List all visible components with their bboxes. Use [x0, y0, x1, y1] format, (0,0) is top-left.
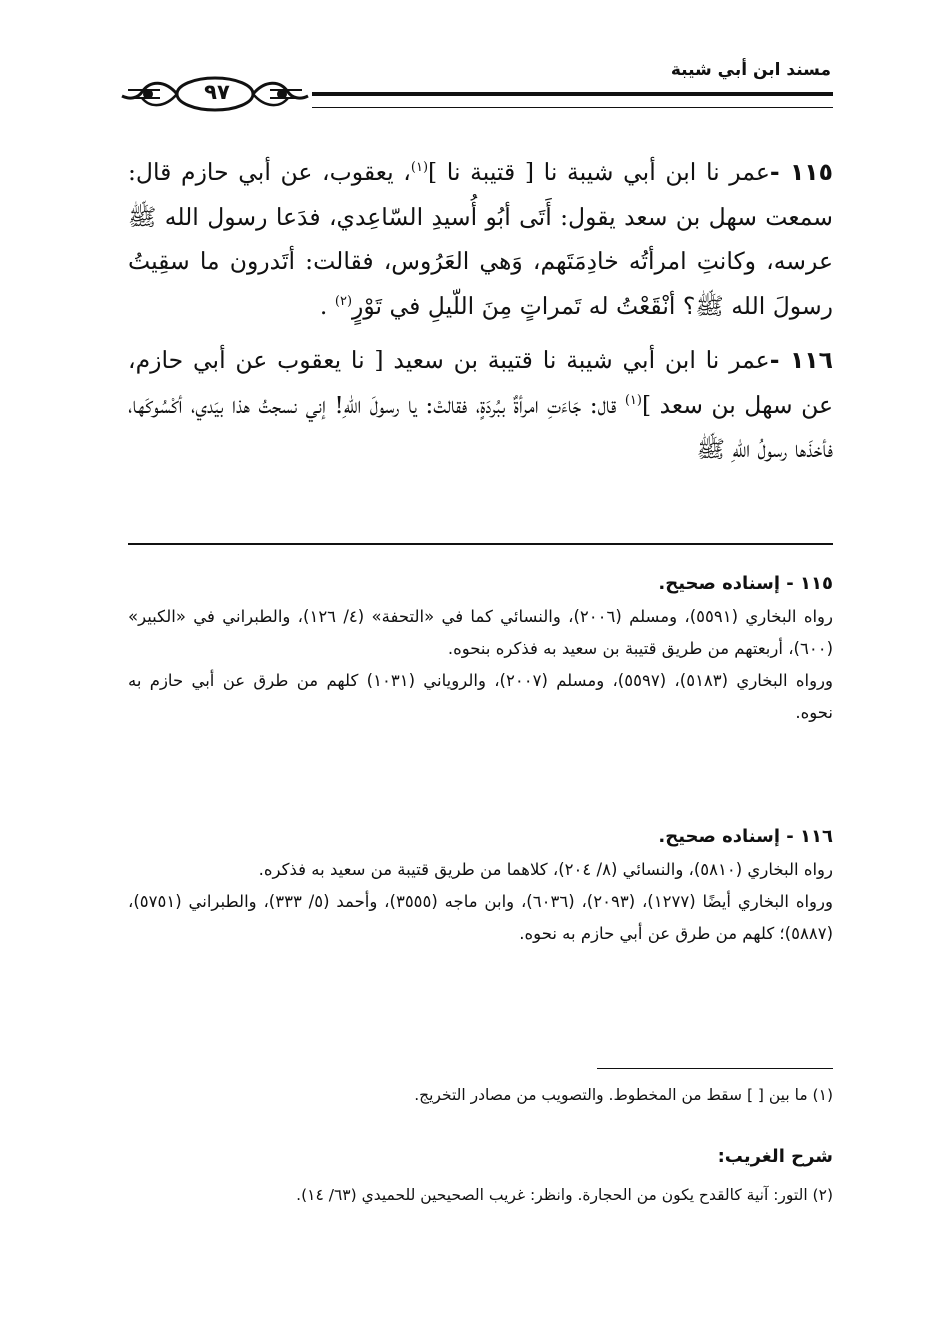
- takhrij-paragraph: ورواه البخاري (٥١٨٣)، (٥٥٩٧)، ومسلم (٢٠٠٧)، والروياني (١٠٣١) كلهم من طرق عن أبي حازم به نحوه.: [128, 671, 833, 722]
- hadith-text: عمر نا ابن أبي شيبة نا [ قتيبة نا ]: [428, 158, 770, 186]
- running-header-title: مسند ابن أبي شيبة: [670, 60, 831, 80]
- page-number: ٩٧: [204, 80, 230, 104]
- hadith-115: [128, 150, 833, 328]
- takhrij-115: [128, 567, 833, 729]
- hadith-116: [128, 338, 833, 472]
- takhrij-paragraph: رواه البخاري (٥٥٩١)، ومسلم (٢٠٠٦)، والنسائي كما في «التحفة» (٤/ ١٢٦)، والطبراني في «الكبير» (٦٠٠)، أربعتهم من طريق قتيبة بن سعيد به فذكره بنحوه.: [128, 607, 833, 658]
- footnote-marker: (١): [410, 160, 429, 176]
- footnote-marker: (٢): [334, 293, 353, 309]
- gharib-heading: شرح الغريب:: [717, 1146, 833, 1167]
- footnote-2: (٢) التور: آنية كالقدح يكون من الحجارة. وانظر: غريب الصحيحين للحميدي (٦٣/ ١٤).: [296, 1186, 833, 1204]
- hadith-text: .: [319, 291, 335, 320]
- takhrij-paragraph: ورواه البخاري أيضًا (١٢٧٧)، (٢٠٩٣)، (٦٠٣٦)، وابن ماجه (٣٥٥٥)، وأحمد (٥/ ٣٣٣)، والطبراني (٥٧٥١)، (٥٨٨٧)؛ كلهم من طرق عن أبي حازم به نحوه.: [128, 892, 833, 943]
- hadith-number: ١١٥ -: [769, 158, 833, 186]
- footnote-marker: (١): [624, 392, 642, 408]
- hadith-number: ١١٦ -: [769, 346, 833, 374]
- hadith-text: ، يعقوب، عن أبي حازم قال: سمعت سهل بن سعد يقول: أَتَى أبُو أُسيدِ السّاعِدي، فدَعا رسول الله ﷺ عرسه، وكانتِ امرأتُه خادِمَتَهم، وَهي العَرُوس، فقالت: أتَدرون ما سقِيتُ رسولَ الله ﷺ؟ أنْقَعْتُ له تَمراتٍ مِنَ اللّيلِ في تَوْرٍ: [128, 158, 833, 320]
- takhrij-paragraph: رواه البخاري (٥٨١٠)، والنسائي (٨/ ٢٠٤)، كلاهما من طريق قتيبة من سعيد به فذكره.: [258, 860, 833, 879]
- hadith-text: عمر نا ابن أبي شيبة نا قتيبة بن سعيد [ نا يعقوب عن أبي حازم، عن سهل بن سعد ]: [128, 346, 833, 419]
- takhrij-heading: ١١٥ - إسناده صحيح.: [658, 573, 833, 594]
- text-separator: [128, 543, 833, 545]
- takhrij-116: [128, 820, 833, 950]
- footnote-1: (١) ما بين [ ] سقط من المخطوط. والتصويب من مصادر التخريج.: [414, 1086, 833, 1104]
- footnote-separator: [597, 1068, 833, 1069]
- header-double-rule: [312, 92, 833, 108]
- takhrij-heading: ١١٦ - إسناده صحيح.: [658, 826, 833, 847]
- hadith-text: قال: جَاءَتِ امرأةٌ ببُردَةٍ، فقالتْ: يا رسولَ اللهِ! إني نسجتُ هذا بيَدي، أكْسُوكَها، فأخذَها رسولُ اللهِ ﷺ: [128, 390, 833, 463]
- main-text: [128, 150, 833, 482]
